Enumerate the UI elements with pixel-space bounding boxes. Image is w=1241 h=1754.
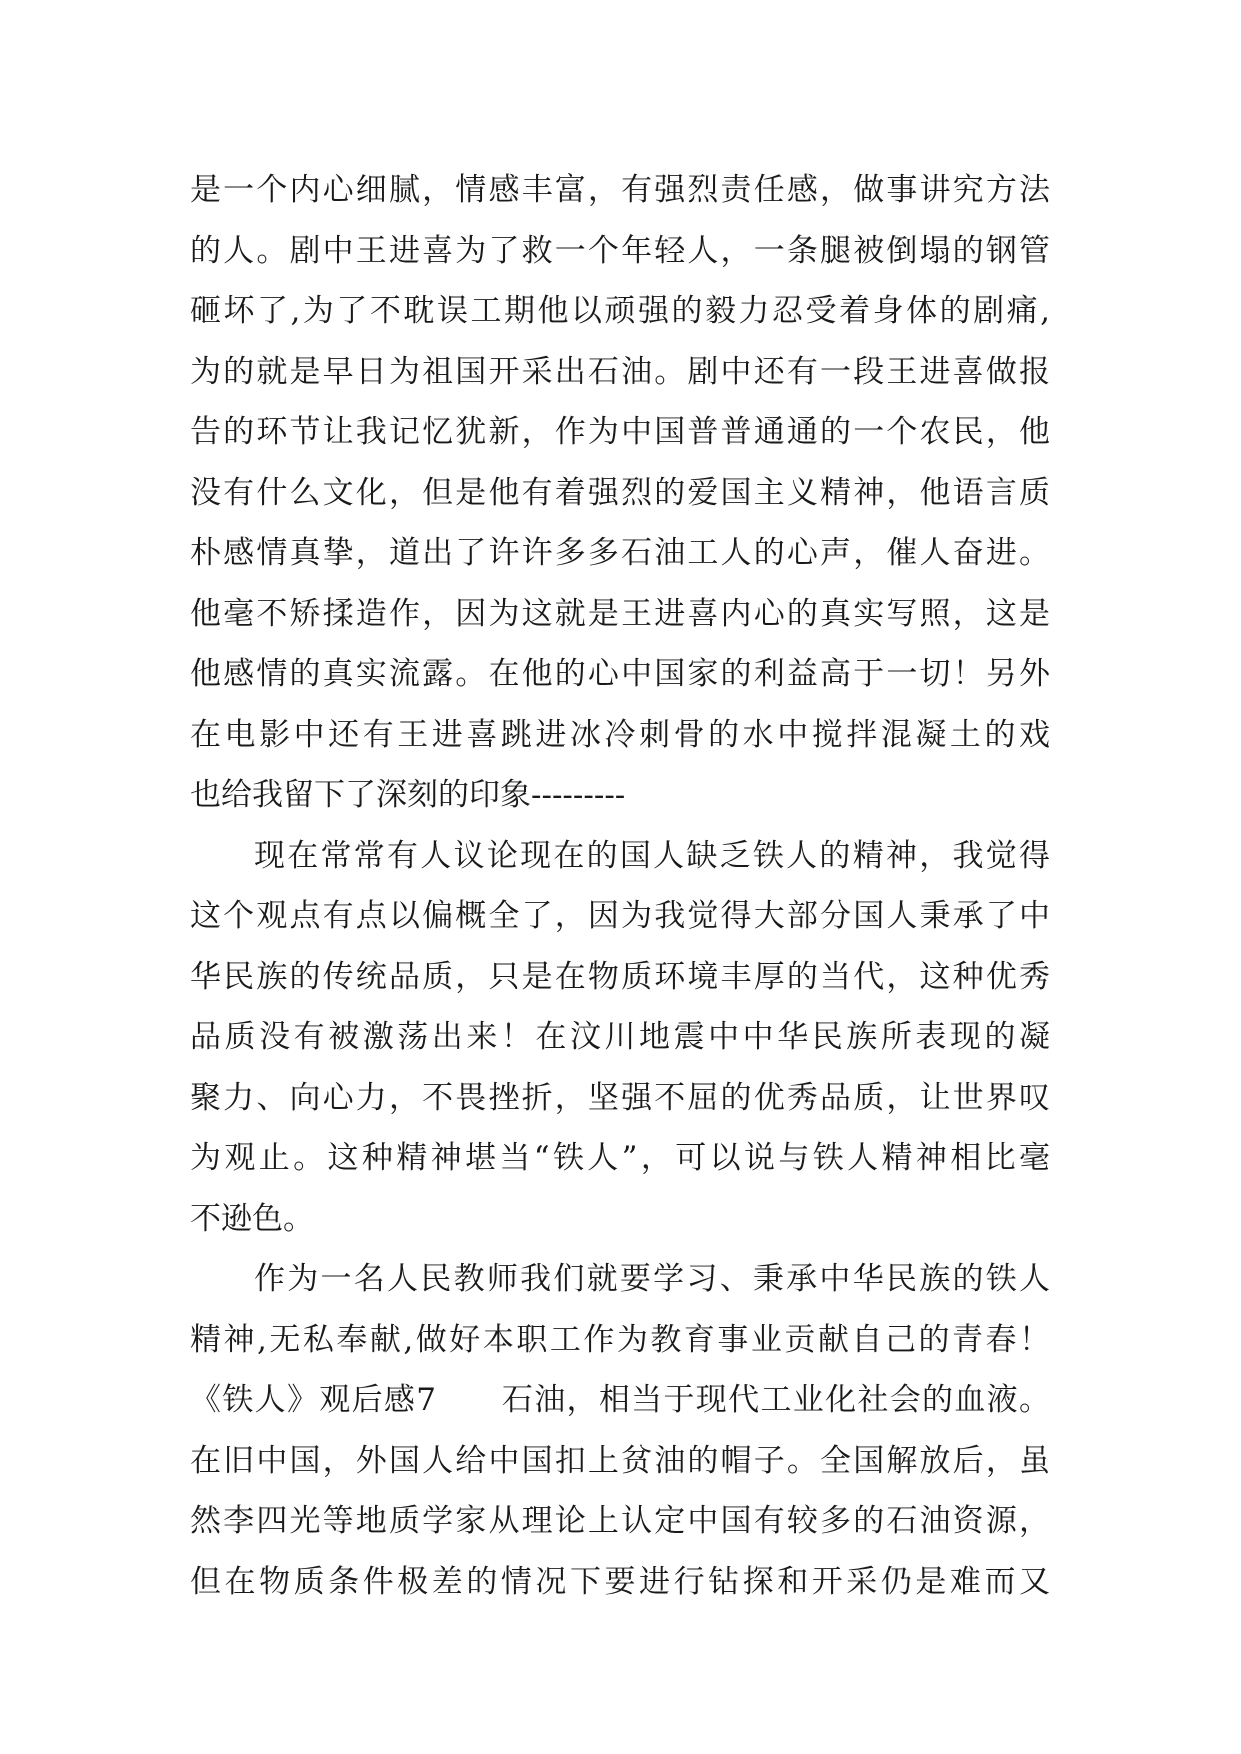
text-line: 他感情的真实流露。在他的心中国家的利益高于一切！另外 <box>190 656 1050 692</box>
paragraph-end-line: 不逊色。 <box>190 1200 314 1237</box>
text-line: 在旧中国，外国人给中国扣上贫油的帽子。全国解放后，虽 <box>190 1442 1050 1479</box>
text-line: 告的环节让我记忆犹新，作为中国普普通通的一个农民，他 <box>190 414 1050 450</box>
text-line: 这个观点有点以偏概全了，因为我觉得大部分国人秉承了中 <box>190 898 1050 934</box>
paragraph-start-line: 作为一名人民教师我们就要学习、秉承中华民族的铁人 <box>254 1261 1050 1297</box>
paragraph-end-line: 也给我留下了深刻的印象--------- <box>190 777 626 813</box>
text-line: 聚力、向心力，不畏挫折，坚强不屈的优秀品质，让世界叹 <box>190 1079 1050 1116</box>
text-line: 然李四光等地质学家从理论上认定中国有较多的石油资源， <box>190 1503 1050 1539</box>
text-line: 的人。剧中王进喜为了救一个年轻人，一条腿被倒塌的钢管 <box>190 232 1050 269</box>
document-body <box>190 160 1050 1612</box>
text-line: 在电影中还有王进喜跳进冰冷刺骨的水中搅拌混凝土的戏 <box>190 716 1050 753</box>
text-line: 砸坏了,为了不耽误工期他以顽强的毅力忍受着身体的剧痛, <box>190 293 1050 329</box>
text-line: 精神,无私奉献,做好本职工作为教育事业贡献自己的青春！ <box>190 1321 1050 1358</box>
text-line: 没有什么文化，但是他有着强烈的爱国主义精神，他语言质 <box>190 474 1050 511</box>
text-line: 是一个内心细腻，情感丰富，有强烈责任感，做事讲究方法 <box>190 172 1050 208</box>
text-line: 他毫不矫揉造作，因为这就是王进喜内心的真实写照，这是 <box>190 595 1050 632</box>
text-line: 朴感情真挚，道出了许许多多石油工人的心声，催人奋进。 <box>190 535 1050 571</box>
paragraph-start-line: 现在常常有人议论现在的国人缺乏铁人的精神，我觉得 <box>254 837 1050 874</box>
text-line: 华民族的传统品质，只是在物质环境丰厚的当代，这种优秀 <box>190 958 1050 995</box>
text-line: 为的就是早日为祖国开采出石油。剧中还有一段王进喜做报 <box>190 353 1050 390</box>
text-line: 但在物质条件极差的情况下要进行钻探和开采仍是难而又 <box>190 1563 1050 1600</box>
text-line: 品质没有被激荡出来！在汶川地震中中华民族所表现的凝 <box>190 1019 1050 1055</box>
text-line: 为观止。这种精神堪当“铁人”，可以说与铁人精神相比毫 <box>190 1140 1050 1176</box>
text-line: 《铁人》观后感7 石油，相当于现代工业化社会的血液。 <box>190 1382 1050 1418</box>
